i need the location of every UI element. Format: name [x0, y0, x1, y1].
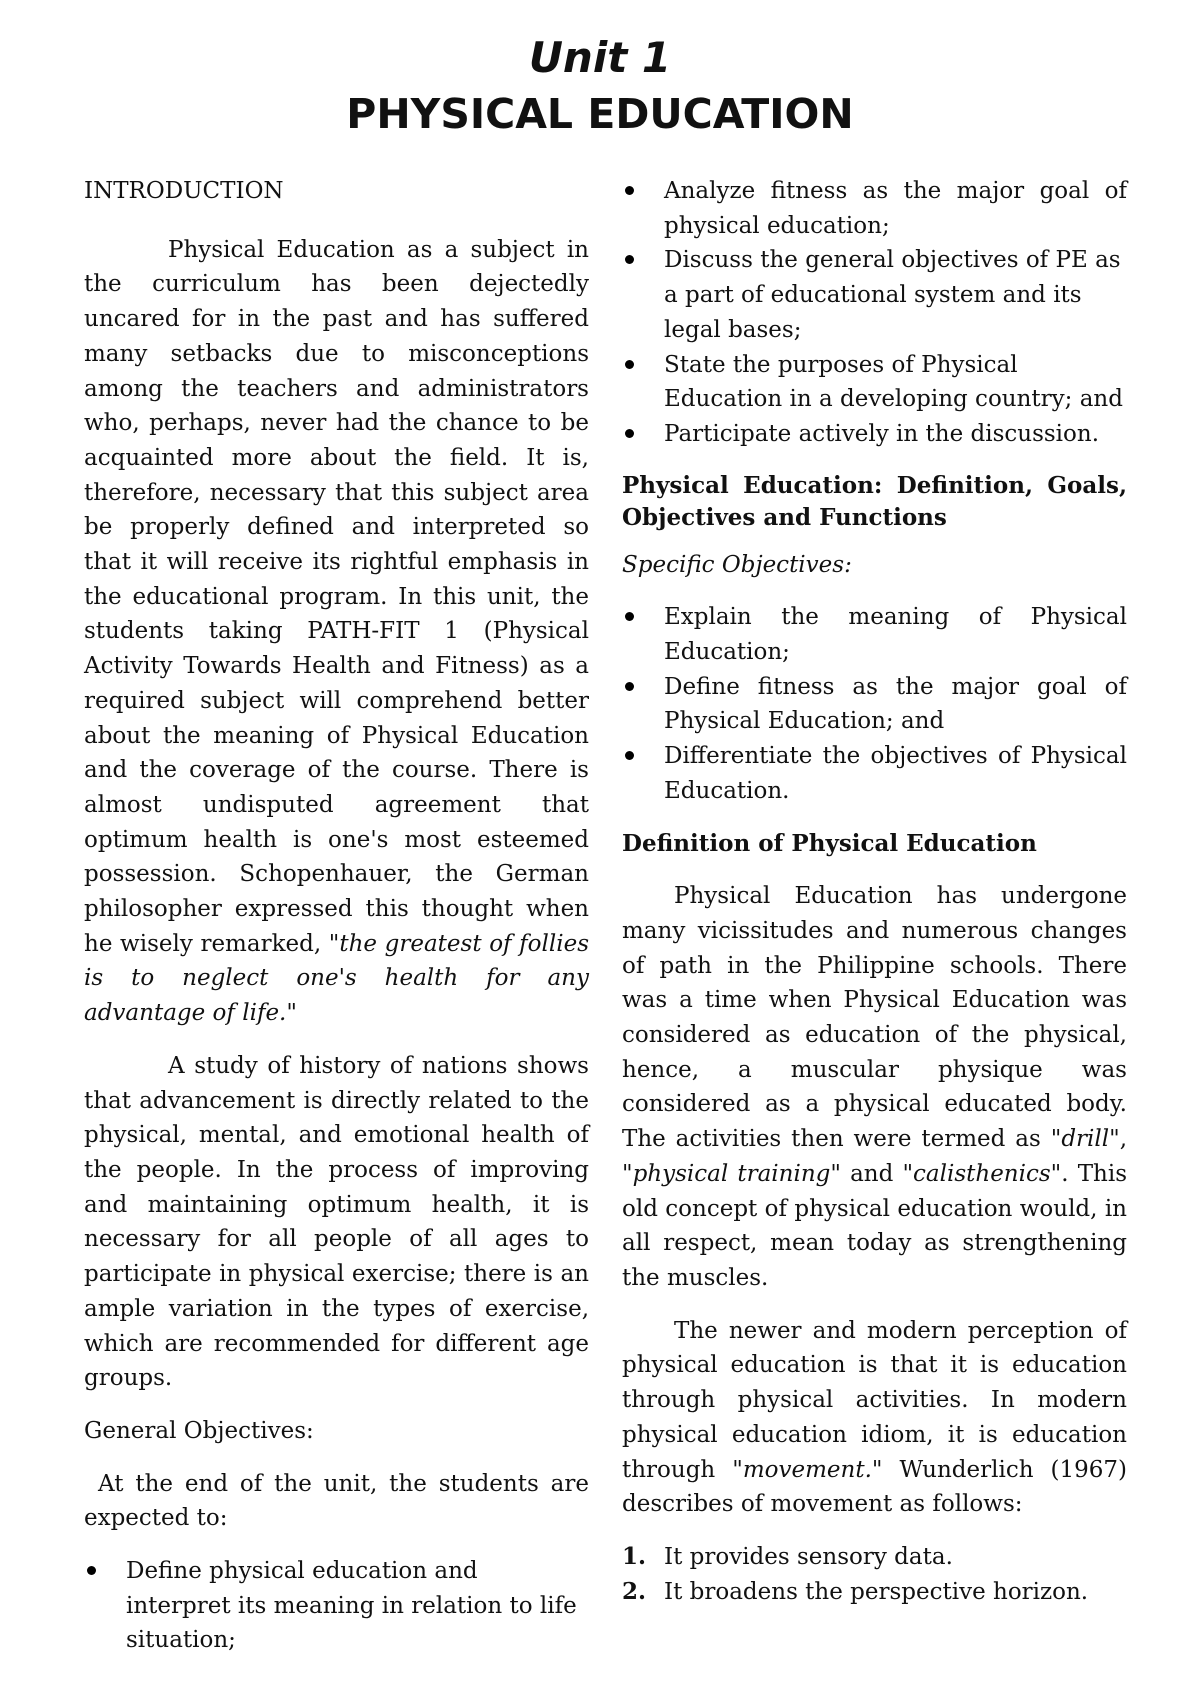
list-item: Discuss the general objectives of PE as a part of educational system and its legal bases;: [622, 243, 1127, 347]
definition-text-1: Physical Education has undergone many vicissitudes and numerous changes of path in the Philippine schools. There was a time when Physical Education was considered as education of the physical, hence, a muscular physique was considered as a physical educated body. The activities then were termed as: [622, 883, 1127, 1153]
list-item: Define fitness as the major goal of Physical Education; and: [622, 670, 1127, 739]
introduction-heading: INTRODUCTION: [84, 178, 284, 204]
list-item: Define physical education and interpret its meaning in relation to life situation;: [84, 1554, 589, 1658]
history-paragraph: A study of history of nations shows that advancement is directly related to the physical, mental, and emotional health of the people. In the process of improving and maintaining optimum health, it is necessary for all people of all ages to participate in physical exercise; there is an ample variation in the types of exercise, which are recommended for different age groups.: [84, 1052, 589, 1392]
general-objectives-list: [84, 1554, 589, 1658]
unit-label: Unit 1: [528, 33, 672, 82]
modern-text-2: Wunderlich (1967) describes of movement as follows:: [622, 1456, 1128, 1518]
expected-text: At the end of the unit, the students are expected to:: [84, 1470, 589, 1532]
specific-objectives-list: [622, 600, 1127, 808]
list-item: Analyze fitness as the major goal of physical education;: [622, 174, 1127, 243]
definition-paragraph: [622, 879, 1127, 1295]
list-item: [622, 1540, 1127, 1575]
intro-paragraph-text: Physical Education as a subject in the curriculum has been dejectedly uncared for in the past and has suffered many setbacks due to misconceptions among the teachers and administrators who, perhaps, never had the chance to be acquainted more about the field. It is, therefore, necessary that this subject area be properly defined and interpreted so that it will receive its rightful emphasis in the educational program. In this unit, the students taking PATH-FIT 1 (Physical Activity Towards Health and Fitness) as a required subject will comprehend better about the meaning of Physical Education and the coverage of the course. There is almost undisputed agreement that optimum health is one's most esteemed possession. Schopenhauer, the German philosopher expressed this thought when he wisely remarked,: [84, 236, 589, 957]
list-item: [622, 1575, 1127, 1610]
schopenhauer-quote: "the greatest of follies is to neglect one's health for any advantage of life.": [84, 930, 590, 1027]
modern-text-1: The newer and modern perception of physical education is that it is education through physical activities. In modern physical education idiom, it is education through: [622, 1317, 1127, 1483]
term-drill: "drill": [1050, 1126, 1120, 1153]
separator-1: ,: [1119, 1126, 1127, 1153]
list-text: It broadens the perspective horizon.: [664, 1578, 1089, 1605]
list-number: 1.: [622, 1542, 647, 1570]
list-item: State the purposes of Physical Education in a developing country; and: [622, 348, 1127, 417]
term-physical-training: "physical training": [622, 1160, 841, 1187]
movement-list: [622, 1540, 1127, 1609]
list-item: Participate actively in the discussion.: [622, 417, 1127, 452]
title-block: [0, 30, 1200, 142]
term-movement: "movement.": [732, 1456, 883, 1483]
section-heading: Physical Education: Definition, Goals, Objectives and Functions: [622, 471, 1127, 531]
list-item: Differentiate the objectives of Physical Education.: [622, 739, 1127, 808]
general-objectives-list-continued: [622, 174, 1127, 452]
general-objectives-label: General Objectives:: [84, 1417, 314, 1444]
list-number: 2.: [622, 1577, 647, 1605]
definition-text-2: . This old concept of physical education would, in all respect, mean today as strengthening the muscles.: [622, 1160, 1128, 1291]
definition-heading: Definition of Physical Education: [622, 829, 1037, 857]
intro-paragraph: [84, 233, 589, 1031]
right-column: [622, 174, 1127, 1609]
modern-perception-paragraph: [622, 1314, 1127, 1522]
separator-2: and: [840, 1160, 903, 1187]
term-calisthenics: "calisthenics": [902, 1160, 1062, 1187]
left-column: [84, 174, 589, 1676]
specific-objectives-label: Specific Objectives:: [622, 551, 852, 578]
list-text: It provides sensory data.: [664, 1543, 953, 1570]
page-title: PHYSICAL EDUCATION: [346, 90, 854, 138]
list-item: Explain the meaning of Physical Education;: [622, 600, 1127, 669]
